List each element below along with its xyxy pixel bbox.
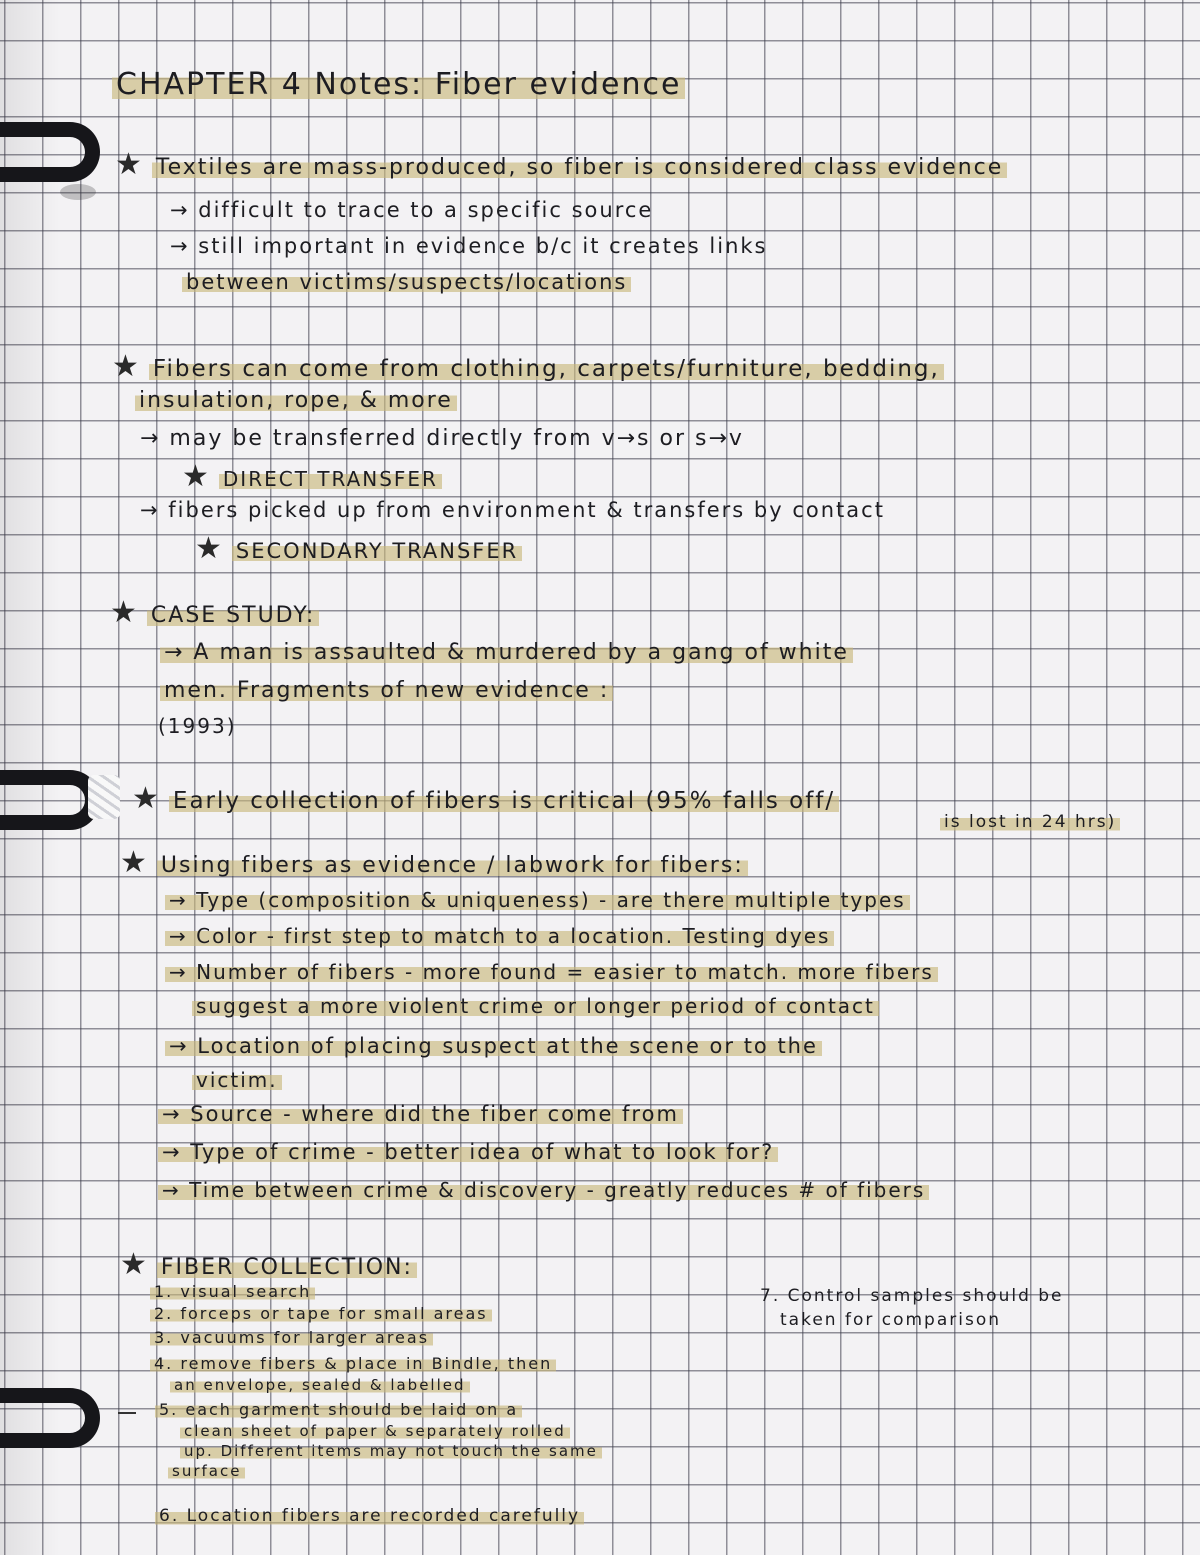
star-icon: ★ bbox=[120, 1247, 149, 1282]
collection-item-3: 3. vacuums for larger areas bbox=[150, 1330, 433, 1346]
using-fibers-line-7: victim. bbox=[192, 1070, 282, 1090]
binder-ring-middle bbox=[0, 770, 100, 830]
using-fibers-heading: ★ Using fibers as evidence / labwork for fibers: bbox=[120, 848, 748, 878]
sources-line-1: ★ Fibers can come from clothing, carpets/furniture, bedding, bbox=[112, 352, 944, 382]
ring-tape-wrap bbox=[88, 775, 120, 819]
binder-ring-top bbox=[0, 122, 100, 182]
using-fibers-line-8: → Source - where did the fiber come from bbox=[158, 1104, 683, 1125]
case-study-heading: ★ CASE STUDY: bbox=[110, 598, 319, 628]
collection-item-7a: 7. Control samples should be bbox=[760, 1286, 1064, 1306]
sources-line-5: → fibers picked up from environment & transfers by contact bbox=[140, 498, 885, 522]
fiber-collection-heading: ★ FIBER COLLECTION: bbox=[120, 1250, 417, 1280]
collection-item-5b: clean sheet of paper & separately rolled bbox=[180, 1424, 570, 1439]
star-icon: ★ bbox=[120, 845, 149, 880]
binder-ring-bottom bbox=[0, 1388, 100, 1448]
using-fibers-line-4: → Number of fibers - more found = easier to match. more fibers bbox=[165, 962, 938, 982]
case-study-line-4: (1993) bbox=[158, 714, 237, 738]
sources-line-4: ★ DIRECT TRANSFER bbox=[182, 462, 442, 492]
collection-item-6: 6. Location fibers are recorded carefully bbox=[155, 1508, 584, 1525]
case-study-line-2: → A man is assaulted & murdered by a gang of white bbox=[160, 642, 853, 664]
ring-shadow bbox=[60, 184, 96, 200]
using-fibers-line-5: suggest a more violent crime or longer period of contact bbox=[192, 996, 879, 1016]
star-icon: ★ bbox=[182, 459, 211, 494]
using-fibers-line-10: → Time between crime & discovery - greatly reduces # of fibers bbox=[158, 1180, 929, 1200]
page-title: CHAPTER 4 Notes: Fiber evidence bbox=[112, 70, 685, 100]
collection-item-4a: 4. remove fibers & place in Bindle, then bbox=[150, 1356, 556, 1372]
star-icon: ★ bbox=[195, 531, 224, 566]
early-collection-line-1: ★ Early collection of fibers is critical (95% falls off/ bbox=[132, 784, 839, 814]
collection-item-7b: taken for comparison bbox=[780, 1310, 1001, 1330]
using-fibers-line-3: → Color - first step to match to a location. Testing dyes bbox=[165, 926, 834, 946]
sources-line-2: insulation, rope, & more bbox=[135, 390, 457, 412]
textiles-line-3: → still important in evidence b/c it creates links bbox=[170, 234, 768, 258]
textiles-line-4: between victims/suspects/locations bbox=[182, 272, 631, 293]
using-fibers-line-9: → Type of crime - better idea of what to look for? bbox=[158, 1142, 778, 1163]
star-icon: ★ bbox=[112, 349, 141, 384]
sources-line-3: → may be transferred directly from v→s or s→v bbox=[140, 426, 744, 451]
margin-dash bbox=[118, 1412, 136, 1414]
collection-item-5a: 5. each garment should be laid on a bbox=[155, 1402, 522, 1418]
textiles-line-2: → difficult to trace to a specific source bbox=[170, 198, 654, 222]
collection-item-2: 2. forceps or tape for small areas bbox=[150, 1306, 492, 1322]
using-fibers-line-6: → Location of placing suspect at the scene or to the bbox=[165, 1036, 822, 1057]
collection-item-1: 1. visual search bbox=[150, 1284, 315, 1300]
textiles-line-1: ★ Textiles are mass-produced, so fiber is considered class evidence bbox=[115, 150, 1007, 180]
star-icon: ★ bbox=[115, 147, 144, 182]
using-fibers-line-2: → Type (composition & uniqueness) - are there multiple types bbox=[165, 890, 910, 910]
star-icon: ★ bbox=[110, 595, 139, 630]
collection-item-5c: up. Different items may not touch the same bbox=[180, 1444, 602, 1459]
sources-line-6: ★ SECONDARY TRANSFER bbox=[195, 534, 522, 564]
star-icon: ★ bbox=[132, 781, 161, 816]
collection-item-4b: an envelope, sealed & labelled bbox=[170, 1378, 470, 1393]
early-collection-line-2: is lost in 24 hrs) bbox=[940, 814, 1120, 831]
case-study-line-3: men. Fragments of new evidence : bbox=[160, 680, 613, 702]
collection-item-5d: surface bbox=[168, 1464, 245, 1479]
